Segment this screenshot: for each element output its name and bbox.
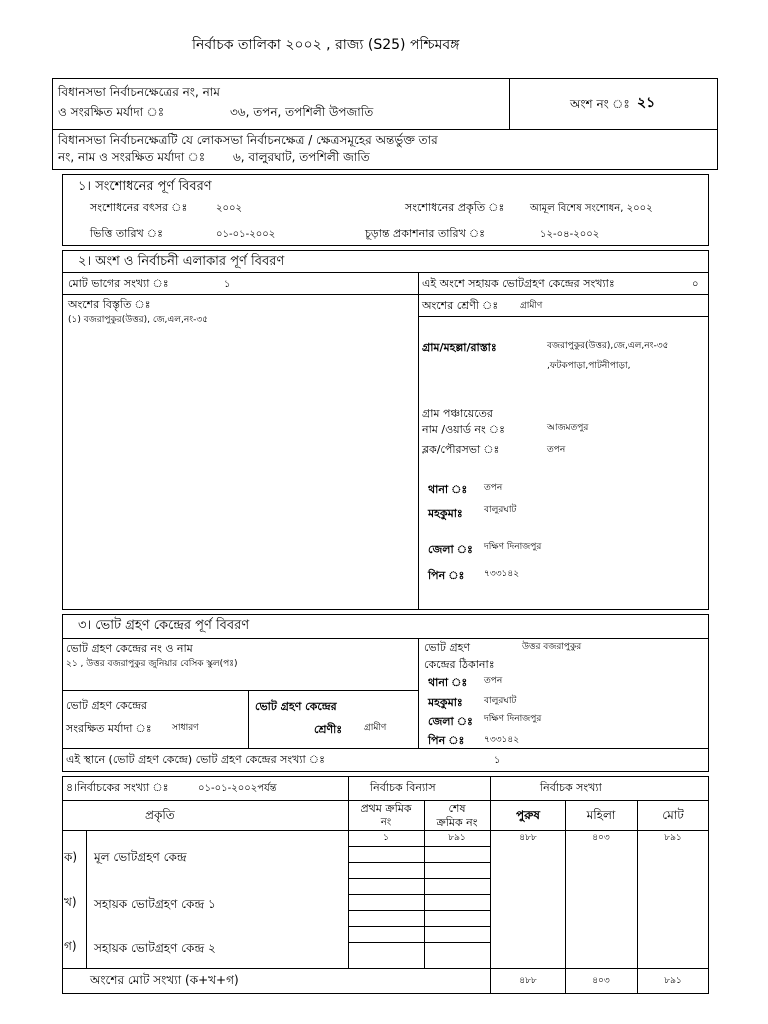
- sum-label: অংশের মোট সংখ্যা (ক+খ+গ): [90, 973, 239, 987]
- elector-layout-label: নির্বাচক বিন্যাস: [370, 781, 436, 794]
- pc-value: ৬, বালুরঘাট, তপশিলী জাতি: [233, 150, 370, 164]
- base-date-label: ভিত্তি তারিখ ঃ: [90, 227, 163, 240]
- area-ps-label: থানা ঃ: [428, 483, 468, 496]
- section2-heading: ২। অংশ ও নির্বাচনী এলাকার পূর্ণ বিবরণ: [78, 254, 285, 269]
- total-parts-label: মোট ভাগের সংখ্যা ঃ: [68, 277, 169, 290]
- part-label: অংশ নং ঃ: [570, 97, 630, 111]
- last-serial-value: ৮৯১: [448, 833, 466, 843]
- block-value: তপন: [547, 445, 566, 455]
- block-label: ব্লক/পৌরসভা ঃ: [422, 443, 500, 456]
- rev-year-label: সংশোধনের বৎসর ঃ: [90, 201, 188, 214]
- row-mark-c: গ): [64, 939, 77, 953]
- gp-value: আজমতপুর: [547, 423, 589, 433]
- male-count-value: ৪৮৮: [519, 833, 537, 843]
- rev-type-label: সংশোধনের প্রকৃতি ঃ: [405, 201, 505, 214]
- sum-total-value: ৮৯১: [664, 976, 682, 986]
- ps-dist-value: দক্ষিণ দিনাজপুর: [484, 714, 542, 724]
- part-value: ২১: [637, 95, 656, 111]
- ps-res-label-2: সংরক্ষিত মর্যাদা ঃ: [66, 722, 152, 735]
- col-male-header: পুরুষ: [516, 808, 540, 822]
- sum-female-value: ৪০৩: [592, 976, 610, 986]
- col-last-sl-header-2: ক্রমিক নং: [436, 816, 478, 829]
- row-label-main: মূল ভোটগ্রহণ কেন্দ্র: [94, 850, 187, 864]
- rev-type-value: আমূল বিশেষ সংশোধন, ২০০২: [530, 203, 653, 214]
- ps-addr-label-1: ভোট গ্রহণ: [424, 641, 471, 654]
- village-value-2: ,ফটকপাড়া,পাটনীপাড়া,: [547, 361, 631, 371]
- final-date-value: ১২-০৪-২০০২: [540, 229, 600, 240]
- ps-sub-label: মহকুমাঃ: [428, 696, 463, 709]
- aux-count-label: এই অংশে সহায়ক ভোটগ্রহণ কেন্দ্রের সংখ্যাঃ: [422, 277, 615, 290]
- ac-label-line1: বিধানসভা নির্বাচনক্ষেত্রের নং, নাম: [58, 85, 220, 99]
- final-date-label: চূড়ান্ত প্রকাশনার তারিখ ঃ: [365, 227, 486, 240]
- ps-count-value: ১: [494, 755, 501, 766]
- pc-line1: বিধানসভা নির্বাচনক্ষেত্রটি যে লোকসভা নির্বাচনক্ষেত্র / ক্ষেত্রসমূহের অন্তর্ভুক্ত তার: [58, 133, 438, 147]
- area-pin-value: ৭৩৩১৪২: [484, 569, 520, 579]
- first-serial-value: ১: [383, 833, 389, 843]
- area-sub-label: মহকুমাঃ: [428, 507, 463, 520]
- ps-cat-label-1: ভোট গ্রহণ কেন্দ্রের: [255, 700, 337, 713]
- row-label-aux1: সহায়ক ভোটগ্রহণ কেন্দ্র ১: [94, 897, 216, 911]
- village-label: গ্রাম/মহল্লা/রাস্তাঃ: [422, 341, 497, 354]
- gp-label-2: নাম /ওয়ার্ড নং ঃ: [422, 423, 505, 436]
- area-sub-value: বালুরঘাট: [484, 505, 517, 515]
- aux-count-value: ০: [692, 279, 699, 290]
- elector-count-date: ০১-০১-২০০২পর্যন্ত: [198, 783, 277, 794]
- elector-count-label: ৪।নির্বাচকের সংখ্যা ঃ: [66, 781, 169, 794]
- area-dist-label: জেলা ঃ: [428, 543, 473, 556]
- gp-label-1: গ্রাম পঞ্চায়েতের: [422, 407, 493, 420]
- row-label-aux2: সহায়ক ভোটগ্রহণ কেন্দ্র ২: [94, 941, 216, 955]
- section3-heading: ৩। ভোট গ্রহণ কেন্দ্রের পূর্ণ বিবরণ: [78, 618, 250, 633]
- elector-number-label: নির্বাচক সংখ্যা: [540, 781, 602, 794]
- area-pin-label: পিন ঃ: [428, 569, 465, 582]
- ps-res-value: সাধারণ: [172, 723, 199, 733]
- col-first-sl-header: প্রথম ক্রমিক: [360, 802, 412, 815]
- female-count-value: ৪০৩: [592, 833, 610, 843]
- part-category-value: গ্রামীণ: [520, 301, 543, 311]
- ac-value: ৩৬, তপন, তপশিলী উপজাতি: [230, 105, 374, 119]
- ps-count-label: এই স্থানে (ভোট গ্রহণ কেন্দ্রে) ভোট গ্রহণ কেন্দ্রের সংখ্যা ঃ: [66, 753, 325, 766]
- col-total-header: মোট: [662, 808, 684, 822]
- ac-label-line2: ও সংরক্ষিত মর্যাদা ঃ: [58, 105, 165, 119]
- village-value-1: বজরাপুকুর(উত্তর),জে,এল,নং-৩৫: [547, 341, 669, 351]
- ps-thana-label: থানা ঃ: [428, 676, 468, 689]
- total-parts-value: ১: [224, 279, 231, 290]
- total-count-value: ৮৯১: [664, 833, 682, 843]
- ps-addr-label-2: কেন্দ্রের ঠিকানাঃ: [424, 658, 495, 671]
- ps-cat-value: গ্রামীণ: [364, 723, 387, 733]
- page-title: নির্বাচক তালিকা ২০০২ , রাজ্য (S25) পশ্চিমবঙ্গ: [192, 37, 460, 53]
- ps-cat-label-2: শ্রেণীঃ: [314, 723, 343, 736]
- ps-dist-label: জেলা ঃ: [428, 715, 473, 728]
- area-dist-value: দক্ষিণ দিনাজপুর: [484, 542, 542, 552]
- extent-label: অংশের বিস্তৃতি ঃ: [68, 298, 151, 311]
- col-last-sl-header: শেষ: [448, 802, 466, 815]
- section1-heading: ১। সংশোধনের পূর্ণ বিবরণ: [78, 179, 212, 194]
- rev-year-value: ২০০২: [216, 203, 243, 214]
- sum-male-value: ৪৮৮: [519, 976, 537, 986]
- col-female-header: মহিলা: [586, 808, 616, 822]
- part-category-label: অংশের শ্রেণী ঃ: [422, 299, 499, 312]
- col-nature-header: প্রকৃতি: [145, 808, 175, 822]
- ps-pin-value: ৭৩৩১৪২: [484, 735, 520, 745]
- ps-res-label-1: ভোট গ্রহণ কেন্দ্রের: [66, 699, 148, 712]
- row-mark-a: ক): [64, 850, 78, 864]
- ps-sub-value: বালুরঘাট: [484, 696, 517, 706]
- base-date-value: ০১-০১-২০০২: [216, 229, 276, 240]
- col-first-sl-header-2: নং: [380, 817, 392, 828]
- area-ps-value: তপন: [484, 483, 503, 493]
- ps-no-label: ভোট গ্রহণ কেন্দ্রের নং ও নাম: [66, 642, 193, 655]
- extent-value: (১) বজরাপুকুর(উত্তর), জে,এল,নং-৩৫: [68, 315, 209, 325]
- ps-pin-label: পিন ঃ: [428, 734, 465, 747]
- row-mark-b: খ): [64, 895, 77, 909]
- section2-box: [62, 250, 709, 610]
- pc-label: নং, নাম ও সংরক্ষিত মর্যাদা ঃ: [58, 150, 206, 164]
- ps-addr-value: উত্তর বজরাপুকুর: [522, 642, 582, 652]
- ps-no-value: ২১ , উত্তর বজরাপুকুর জুনিয়ার বেসিক স্কুল(পঃ): [66, 659, 238, 669]
- ps-thana-value: তপন: [484, 676, 503, 686]
